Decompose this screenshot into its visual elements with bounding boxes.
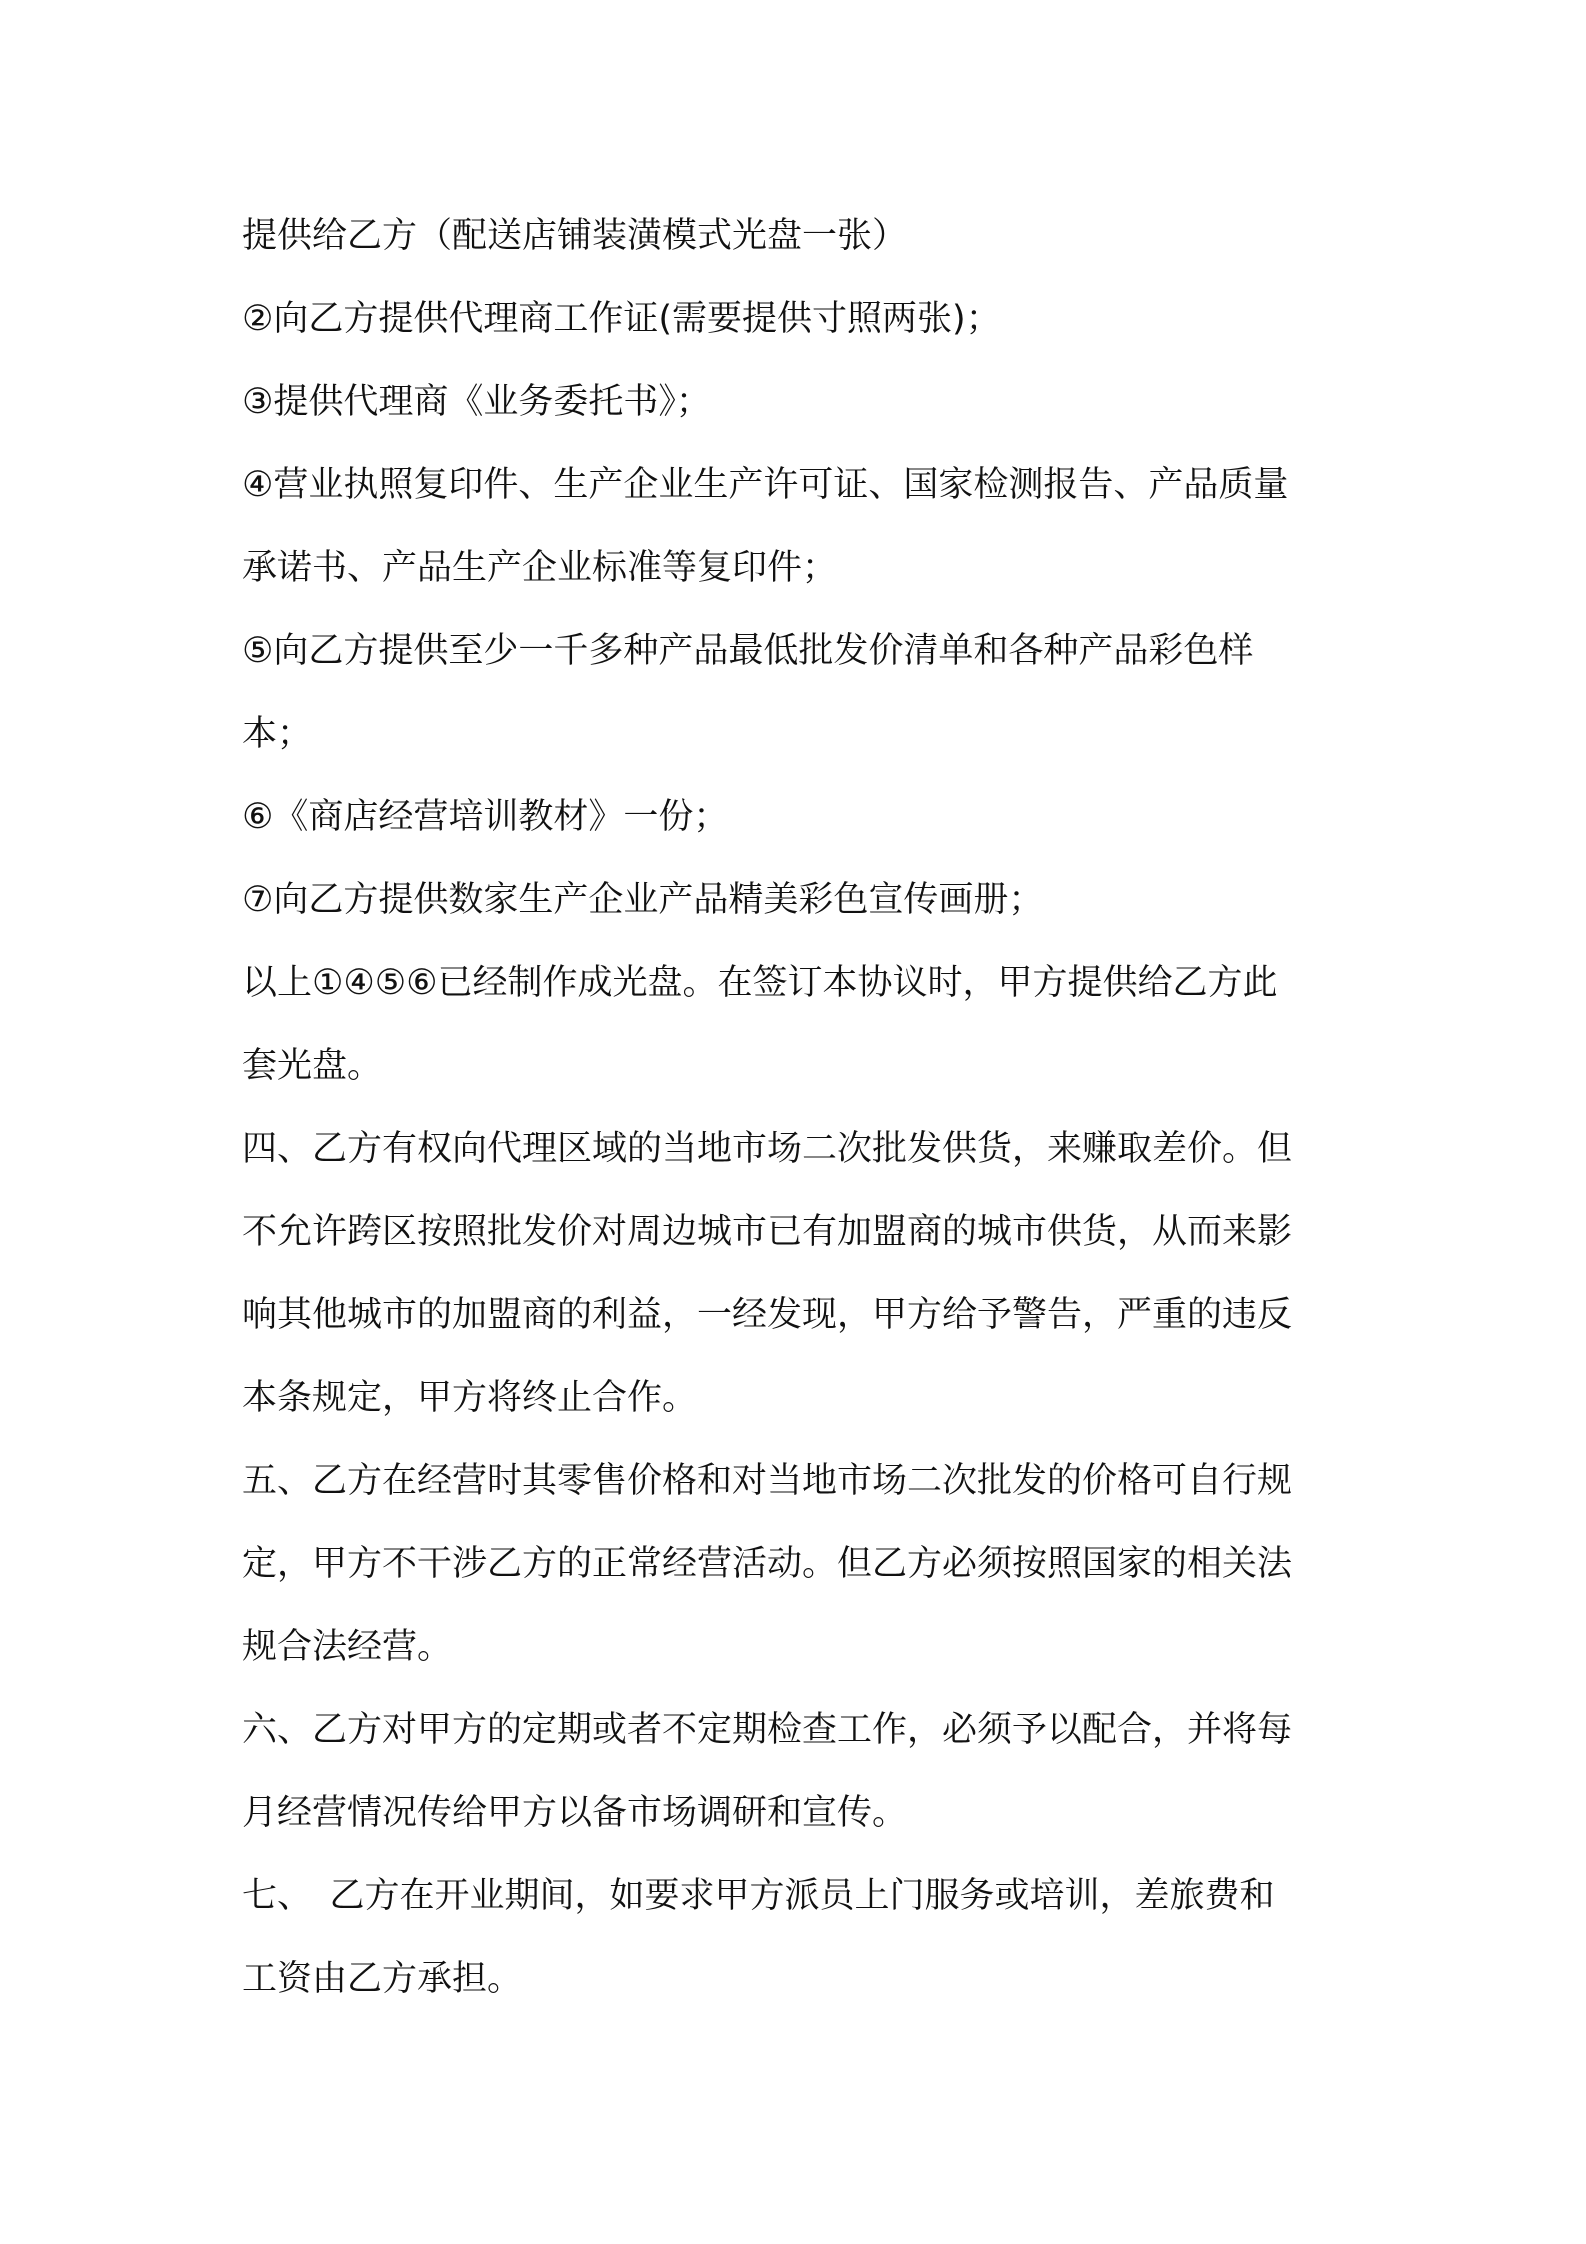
text-line: 以上①④⑤⑥已经制作成光盘。在签订本协议时，甲方提供给乙方此 — [242, 963, 1278, 1003]
text-line: 工资由乙方承担。 — [242, 1959, 523, 1999]
document-body — [242, 195, 1362, 2021]
text-line: 六、乙方对甲方的定期或者不定期检查工作，必须予以配合，并将每 — [242, 1710, 1293, 1750]
text-line: 套光盘。 — [242, 1046, 383, 1086]
text-line: 本； — [242, 714, 313, 754]
text-line: ③提供代理商《业务委托书》； — [242, 382, 711, 422]
text-line: 承诺书、产品生产企业标准等复印件； — [242, 548, 838, 588]
text-line: 五、乙方在经营时其零售价格和对当地市场二次批发的价格可自行规 — [242, 1461, 1293, 1501]
text-line: ④营业执照复印件、生产企业生产许可证、国家检测报告、产品质量 — [242, 465, 1289, 505]
text-line: 七、 乙方在开业期间，如要求甲方派员上门服务或培训，差旅费和 — [242, 1876, 1275, 1916]
text-line: 规合法经营。 — [242, 1627, 453, 1667]
text-line: 月经营情况传给甲方以备市场调研和宣传。 — [242, 1793, 908, 1833]
text-line: 不允许跨区按照批发价对周边城市已有加盟商的城市供货，从而来影 — [242, 1212, 1293, 1252]
text-line: 提供给乙方（配送店铺装潢模式光盘一张） — [242, 216, 908, 256]
text-line: 定，甲方不干涉乙方的正常经营活动。但乙方必须按照国家的相关法 — [242, 1544, 1293, 1584]
text-line: ⑦向乙方提供数家生产企业产品精美彩色宣传画册； — [242, 880, 1044, 920]
text-line: ②向乙方提供代理商工作证(需要提供寸照两张)； — [242, 299, 1001, 339]
text-line: 响其他城市的加盟商的利益，一经发现，甲方给予警告，严重的违反 — [242, 1295, 1293, 1335]
text-line: 四、乙方有权向代理区域的当地市场二次批发供货，来赚取差价。但 — [242, 1129, 1293, 1169]
text-line: ⑥《商店经营培训教材》一份； — [242, 797, 729, 837]
text-line: 本条规定，甲方将终止合作。 — [242, 1378, 698, 1418]
text-line: ⑤向乙方提供至少一千多种产品最低批发价清单和各种产品彩色样 — [242, 631, 1254, 671]
